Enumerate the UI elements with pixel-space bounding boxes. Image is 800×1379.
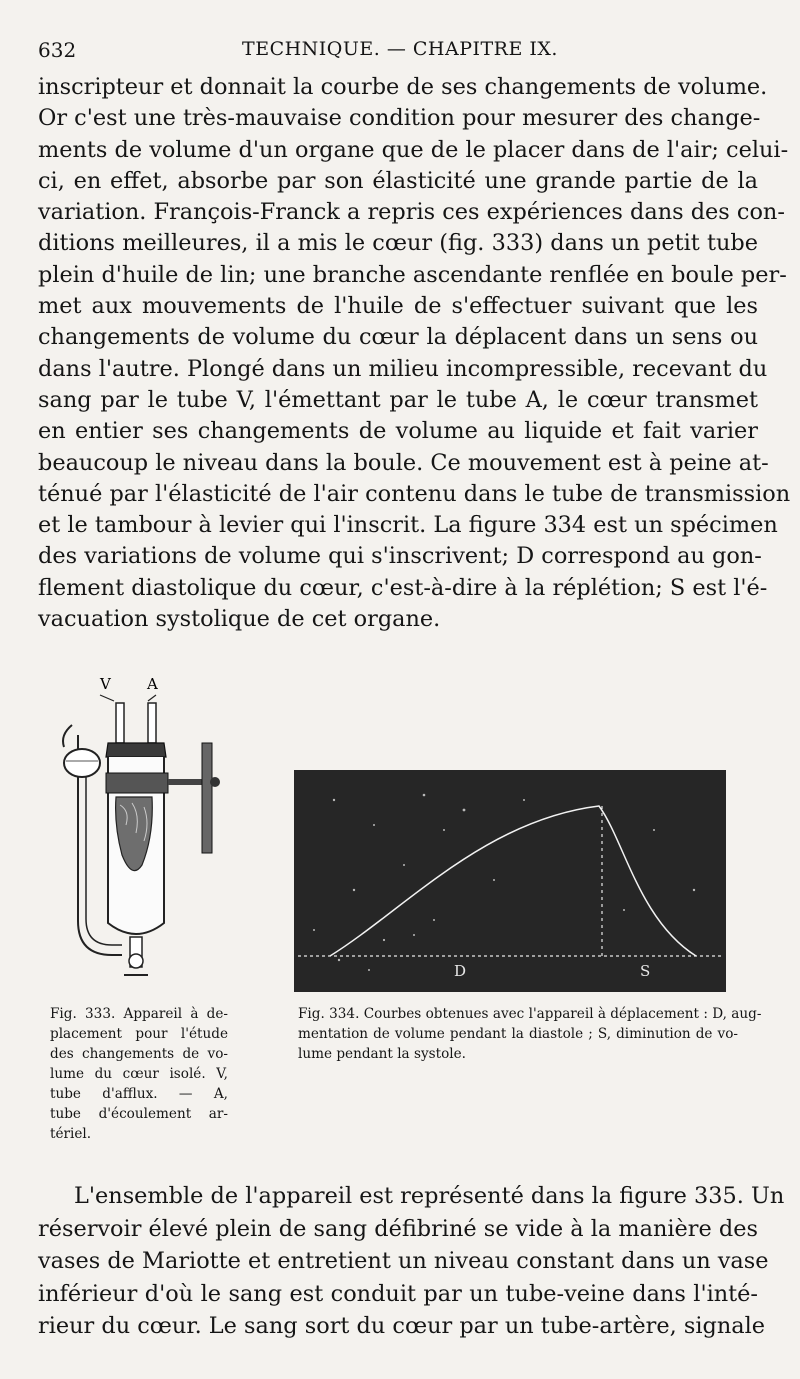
tube-v — [116, 703, 124, 743]
text-line: réservoir élevé plein de sang défibriné se vide à la manière des — [38, 1215, 758, 1242]
caption-line: Fig. 333. Appareil à de- — [50, 1006, 228, 1022]
text-line: inférieur d'où le sang est conduit par un tube-veine dans l'inté- — [38, 1280, 758, 1307]
text-line: ci, en effet, absorbe par son élasticité une grande partie de la — [38, 167, 758, 194]
text-line: rieur du cœur. Le sang sort du cœur par un tube-artère, signale — [38, 1313, 766, 1339]
text-line: L'ensemble de l'appareil est représenté dans la figure 335. Un — [74, 1183, 785, 1209]
paragraph-2 — [38, 1180, 785, 1343]
caption-line: Fig. 334. Courbes obtenues avec l'appareil à déplacement : D, aug- — [298, 1006, 762, 1022]
bulb — [64, 749, 100, 777]
text-line: sang par le tube V, l'émettant par le tube A, le cœur transmet — [38, 386, 758, 413]
clamp-rod — [202, 743, 212, 853]
caption-line: des changements de vo- — [50, 1046, 228, 1062]
clamp-band — [106, 773, 168, 793]
text-line: inscripteur et donnait la courbe de ses changements de volume. — [38, 74, 768, 100]
caption-line: tube d'afflux. — A, — [50, 1086, 228, 1102]
text-line: des variations de volume qui s'inscrivent; D correspond au gon- — [38, 543, 762, 570]
text-line: changements de volume du cœur la déplacent dans un sens ou — [38, 324, 758, 351]
text-line: flement diastolique du cœur, c'est-à-dire à la réplétion; S est l'é- — [38, 574, 768, 601]
text-line: Or c'est une très-mauvaise condition pour mesurer des change- — [38, 105, 761, 132]
text-line: dans l'autre. Plongé dans un milieu incompressible, recevant du — [38, 355, 768, 382]
stopper — [106, 743, 166, 757]
text-line: vases de Mariotte et entretient un niveau constant dans un vase — [38, 1248, 769, 1274]
text-line: plein d'huile de lin; une branche ascendante renflée en boule per- — [38, 261, 787, 288]
label-a: A — [147, 675, 158, 693]
label-v: V — [100, 675, 111, 693]
label-s: S — [640, 962, 651, 980]
caption-line: placement pour l'étude — [50, 1026, 228, 1042]
text-line: beaucoup le niveau dans la boule. Ce mouvement est à peine at- — [38, 449, 769, 476]
label-d: D — [454, 962, 467, 980]
text-line: vacuation systolique de cet organe. — [38, 606, 441, 633]
text-line: ments de volume d'un organe que de le placer dans de l'air; celui- — [38, 136, 789, 163]
text-line: et le tambour à levier qui l'inscrit. La figure 334 est un spécimen — [38, 512, 778, 539]
caption-figure-333 — [50, 1004, 228, 1144]
trace-background — [294, 770, 726, 992]
figure-334-trace — [294, 770, 726, 992]
caption-figure-334 — [298, 1004, 762, 1064]
page-number: 632 — [38, 38, 77, 62]
running-head: TECHNIQUE. — CHAPITRE IX. — [242, 38, 558, 60]
clamp-screw — [210, 777, 220, 787]
text-line: variation. François-Franck a repris ces expériences dans des con- — [38, 199, 785, 226]
caption-line: lume du cœur isolé. V, — [50, 1066, 228, 1082]
text-line: ditions meilleures, il a mis le cœur (fig. 333) dans un petit tube — [38, 230, 758, 257]
text-line: ténué par l'élasticité de l'air contenu dans le tube de transmission — [38, 480, 791, 507]
tube-a — [148, 703, 156, 743]
bulb-neck — [63, 725, 72, 747]
caption-line: lume pendant la systole. — [298, 1046, 466, 1062]
text-line: en entier ses changements de volume au liquide et fait varier — [38, 418, 758, 445]
page-header — [0, 38, 800, 68]
caption-line: tériel. — [50, 1126, 92, 1142]
label-leader-lines — [100, 695, 156, 701]
tap-valve — [129, 954, 143, 968]
text-line: met aux mouvements de l'huile de s'effectuer suivant que les — [38, 293, 758, 320]
paragraph-1 — [38, 72, 791, 635]
caption-line: mentation de volume pendant la diastole ; S, diminution de vo- — [298, 1026, 738, 1042]
caption-line: tube d'écoulement ar- — [50, 1106, 228, 1122]
figure-333-apparatus — [52, 675, 232, 995]
